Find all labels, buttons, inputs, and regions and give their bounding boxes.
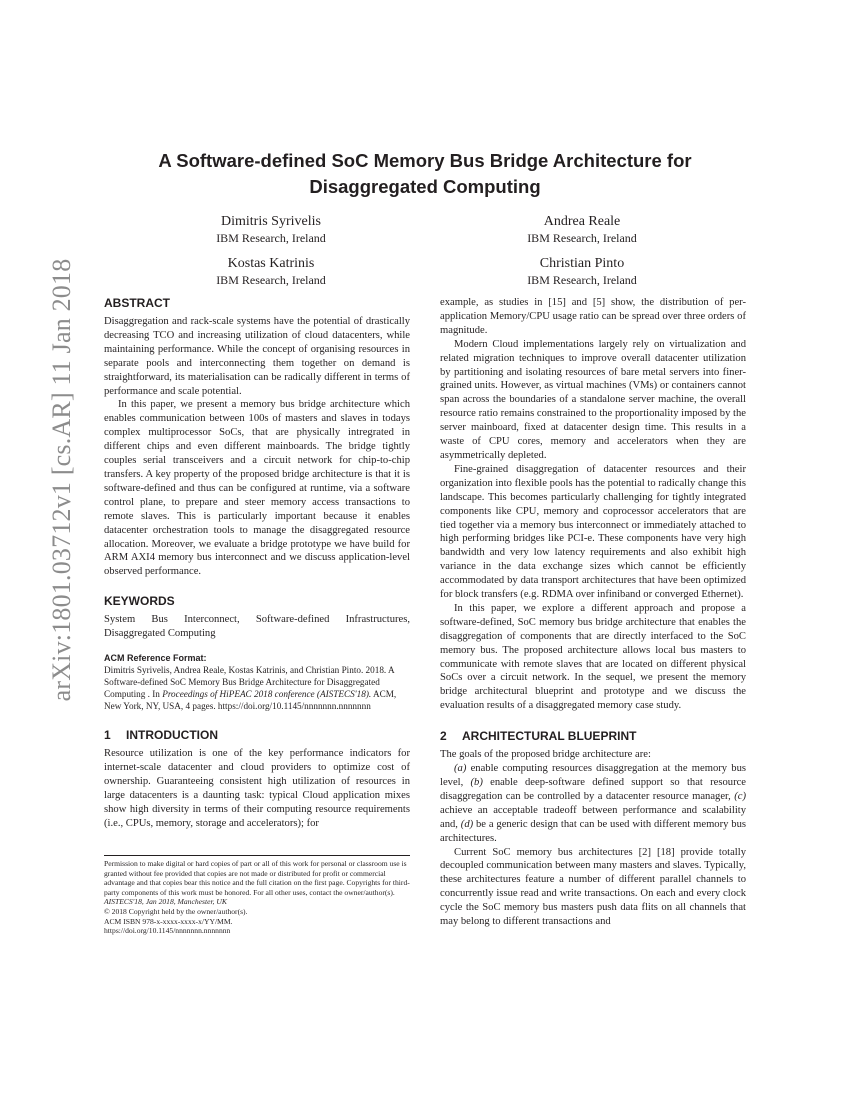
goal-b-text: enable deep-software defined support so that resource disaggregation can be controlled by a datacenter resource manager,: [440, 777, 746, 802]
goal-d-text: be a generic design that can be used with different memory bus architectures.: [440, 818, 746, 844]
goal-c-label: (c): [734, 790, 746, 802]
keywords-text: System Bus Interconnect, Software-defined Infrastructures, Disaggregated Computing: [104, 614, 410, 640]
author-block: [141, 213, 401, 246]
author-affiliation: IBM Research, Ireland: [527, 231, 637, 245]
abstract-paragraph: Disaggregation and rack-scale systems have the potential of drastically decreasing TCO and increasing utilization of cloud datacenters, while maintaining performance. While the concept of organising resources in separate pools and interconnecting them together on demand is straightforward, its materialisation can be radically different in terms of performance and scale potential.: [104, 316, 410, 397]
author-name: Christian Pinto: [539, 256, 625, 271]
left-column: [104, 295, 410, 830]
section-number: 2: [440, 729, 447, 744]
arxiv-identifier: arXiv:1801.03712v1 [cs.AR] 11 Jan 2018: [47, 258, 76, 702]
permission-footnote: [104, 855, 410, 936]
abstract-paragraph: In this paper, we present a memory bus bridge architecture which enables communication between 100s of masters and slaves in todays complex multiprocessor SoCs, that are physically intregrated in different chips and even different mainboards. The bridge tightly couples serial transceivers and a circuit network for chip-to-chip transfers. A key property of the proposed bridge architecture is that it is software-defined and thus can be configured at runtime, via a software control plane, to prepare and steer memory access transactions to remote slaves. This is particularly important because it enables datacenter orchestration tools to manage the disaggregated resource allocation. Moreover, we evaluate a bridge prototype we have build for ARM AXI4 memory bus interconnect and we discuss application-level observed performance.: [104, 399, 410, 578]
introduction-paragraph: Fine-grained disaggregation of datacenter resources and their organization into flexible pools has the potential to radically change this landscape. This becomes particularly challenging for tightly integrated components like CPU, memory and coprocessor accelerators that are tied together via a memory bus interconnect or immediately attached to high performing bridges like PCI-e. These components have very high bandwidth and very low latency requirements and also exhibit high variance in the data exchange sizes which cannot be efficiently accommodated by data transport architectures that have been optimized for block transfers (e.g. RDMA over infiniband or converged Ethernet).: [440, 463, 746, 601]
author-affiliation: IBM Research, Ireland: [216, 273, 326, 287]
introduction-paragraph: example, as studies in [15] and [5] show, the distribution of per-application Memory/CPU usage ratio can be spread over three orders of magnitude.: [440, 297, 746, 336]
author-affiliation: IBM Research, Ireland: [216, 231, 326, 245]
blueprint-goals: [440, 762, 746, 845]
author-name: Kostas Katrinis: [227, 256, 315, 271]
introduction-paragraph: Resource utilization is one of the key performance indicators for internet-scale datacenter and cloud providers to optimize cost of ownership. Guaranteeing consistent high utilization of resources in large datacenters is a daunting task: typical Cloud application mixes show high diversity in terms of their computing resource requirements (i.e., CPUs, memory, storage and accelerators); for: [104, 748, 410, 829]
author-block: [141, 255, 401, 288]
section-number: 1: [104, 728, 111, 743]
acm-reference-heading: ACM Reference Format:: [104, 653, 207, 664]
author-name: Andrea Reale: [543, 214, 621, 229]
section-2-heading: [440, 728, 746, 744]
abstract-heading: ABSTRACT: [104, 296, 170, 310]
blueprint-paragraph: Current SoC memory bus architectures [2] [18] provide totally decoupled communication between many masters and slaves. Typically, these architectures feature a number of different parallel channels to concurrently issue read and write transactions. On each and every clock cycle the SoC memory bus masters push data flits on all channels that may belong to different transactions and: [440, 846, 746, 928]
goal-c-text: achieve an acceptable tradeoff between performance and scalability and,: [440, 804, 746, 830]
author-block: [452, 255, 712, 288]
section-title: INTRODUCTION: [126, 728, 218, 743]
copyright-line: © 2018 Copyright held by the owner/author(s).: [104, 906, 248, 916]
author-name: Dimitris Syrivelis: [221, 214, 321, 229]
acm-reference-text: [104, 664, 410, 712]
keywords-heading: KEYWORDS: [104, 594, 175, 609]
isbn-line: ACM ISBN 978-x-xxxx-xxxx-x/YY/MM.: [104, 916, 233, 926]
acm-reference-venue: Proceedings of HiPEAC 2018 conference (AISTECS'18).: [162, 689, 372, 700]
author-block: [452, 213, 712, 246]
doi-line: https://doi.org/10.1145/nnnnnnn.nnnnnnn: [104, 926, 231, 936]
section-1-heading: [104, 727, 410, 743]
blueprint-intro: The goals of the proposed bridge architecture are:: [440, 749, 651, 761]
acm-reference-authors: Dimitris Syrivelis, Andrea Reale, Kostas Katrinis, and Christian Pinto. 2018. A Software-defined SoC Memory Bus Bridge Architecture for Disaggregated Computing . In: [104, 665, 395, 700]
author-affiliation: IBM Research, Ireland: [527, 273, 637, 287]
goal-a-label: (a): [454, 763, 467, 775]
goal-b-label: (b): [470, 777, 483, 788]
introduction-paragraph: Modern Cloud implementations largely rely on virtualization and related migration techniques to improve overall datacenter utilization by partitioning and isolating resources of bare metal servers into finer-grained units. However, as virtual machines (VMs) or containers cannot span across the boundaries of a standalone server machine, the overall resource ratio remains constrained to the proportionality imposed by the server mainboard, fixed at datacenter design time. This results in a waste of CPU cores, memory and accelerators when they are asymmetrically depleted.: [440, 338, 746, 461]
goal-a-text: enable computing resources disaggregation at the memory bus level,: [440, 763, 746, 788]
goal-d-label: (d): [460, 818, 474, 830]
section-title: ARCHITECTURAL BLUEPRINT: [462, 729, 637, 744]
right-column: [440, 296, 746, 929]
permission-text: Permission to make digital or hard copies of part or all of this work for personal or classroom use is granted without fee provided that copies are not made or distributed for profit or commercial advantage and that copies bear this notice and the full citation on the first page. Copyrights for third-party components of this work must be honored. For all other uses, contact the owner/author(s).: [104, 859, 410, 897]
introduction-paragraph: In this paper, we explore a different approach and propose a software-defined, SoC memory bus bridge architecture that enables the disaggregation of components that are directly interfaced to the SoC memory bus. The proposed architecture allows local bus masters to communicate with remote slaves that are located on different physical SoCs over a circuit network. In the sequel, we present the memory bridge architectural blueprint and prototype and we discuss the evaluation results of a disaggregated memory case study.: [440, 602, 746, 712]
conference-line: AISTECS'18, Jan 2018, Manchester, UK: [104, 897, 227, 907]
paper-title: A Software-defined SoC Memory Bus Bridge Architecture for Disaggregated Computing: [158, 150, 692, 197]
acm-reference-publisher: ACM, New York, NY, USA, 4 pages. https://doi.org/10.1145/nnnnnnn.nnnnnnn: [104, 689, 397, 712]
